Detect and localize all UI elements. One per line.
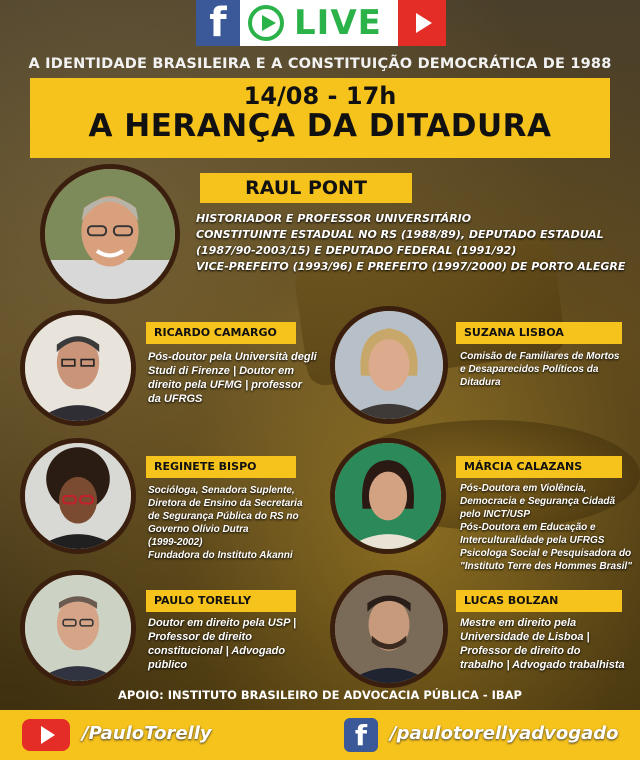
facebook-handle-link[interactable]: /paulotorellyadvogado	[390, 723, 619, 744]
avatar-raul-pont	[40, 164, 180, 304]
avatar-suzana-lisboa	[330, 306, 448, 424]
sponsor-text: APOIO: INSTITUTO BRASILEIRO DE ADVOCACIA PÚBLICA - IBAP	[118, 688, 522, 702]
event-title: A HERANÇA DA DITADURA	[88, 108, 552, 144]
featured-bio-line: CONSTITUINTE ESTADUAL NO RS (1988/89), DEPUTADO ESTADUAL	[196, 228, 604, 241]
event-date: 14/08 - 17h	[243, 82, 397, 110]
featured-speaker-name: RAUL PONT	[200, 173, 412, 203]
bio-line: Psicologa Social e Pesquisadora do	[460, 548, 632, 559]
youtube-icon[interactable]	[22, 719, 70, 751]
avatar-marcia-calazans	[330, 438, 446, 554]
bio-line: constitucional | Advogado	[148, 645, 286, 657]
bio-line: Doutor em direito pela USP |	[148, 617, 297, 629]
footer	[0, 710, 640, 760]
speaker-name-paulo-torelly: PAULO TORELLY	[146, 590, 296, 612]
bio-line: Diretora de Ensino da Secretaria	[148, 498, 303, 509]
bio-line: direito pela UFMG | professor	[148, 379, 303, 391]
bio-line: (1999-2002)	[148, 537, 203, 548]
speaker-name-marcia-calazans: MÁRCIA CALAZANS	[456, 456, 622, 478]
facebook-icon: f	[196, 0, 240, 46]
speaker-bio-reginete-bispo	[148, 484, 328, 562]
speaker-name-lucas-bolzan: LUCAS BOLZAN	[456, 590, 622, 612]
avatar-ricardo-camargo	[20, 310, 136, 426]
play-icon	[248, 5, 284, 41]
bio-line: Studi di Firenze | Doutor em	[148, 365, 295, 377]
bio-line: Interculturalidade pela UFRGS	[460, 535, 605, 546]
featured-bio-line: (1987/90-2003/15) E DEPUTADO FEDERAL (1991/92)	[196, 244, 517, 257]
bio-line: "Instituto Terre des Hommes Brasil"	[460, 561, 632, 572]
bio-line: de Segurança Pública do RS no	[148, 511, 299, 522]
live-banner	[196, 0, 446, 46]
avatar-paulo-torelly	[20, 570, 136, 686]
bio-line: pelo INCT/USP	[460, 509, 531, 520]
featured-bio-line: VICE-PREFEITO (1993/96) E PREFEITO (1997/2000) DE PORTO ALEGRE	[196, 260, 626, 273]
event-subtitle: A IDENTIDADE BRASILEIRA E A CONSTITUIÇÃO DEMOCRÁTICA DE 1988	[28, 56, 612, 72]
bio-line: Universidade de Lisboa |	[460, 631, 590, 643]
bio-line: Pós-Doutora em Violência,	[460, 483, 587, 494]
bio-line: Fundadora do Instituto Akanni	[148, 550, 293, 561]
bio-line: Ditadura	[460, 377, 501, 388]
speaker-name-reginete-bispo: REGINETE BISPO	[146, 456, 296, 478]
youtube-handle-link[interactable]: /PauloTorelly	[82, 723, 212, 744]
speaker-bio-ricardo-camargo	[148, 350, 328, 406]
speaker-bio-paulo-torelly	[148, 616, 328, 672]
bio-line: Professor de direito do	[460, 645, 581, 657]
bio-line: Democracia e Segurança Cidadã	[460, 496, 616, 507]
featured-bio-line: HISTORIADOR E PROFESSOR UNIVERSITÁRIO	[196, 212, 472, 225]
bio-line: e Desaparecidos Políticos da	[460, 364, 599, 375]
bio-line: Mestre em direito pela	[460, 617, 577, 629]
bio-line: da UFRGS	[148, 393, 203, 405]
speaker-bio-marcia-calazans	[460, 482, 638, 573]
youtube-icon	[398, 0, 446, 46]
bio-line: Pós-doutor pela Università degli	[148, 351, 317, 363]
bio-line: Professor de direito	[148, 631, 252, 643]
bio-line: Pós-Doutora em Educação e	[460, 522, 596, 533]
bio-line: Comisão de Familiares de Mortos	[460, 351, 620, 362]
avatar-lucas-bolzan	[330, 570, 448, 688]
bio-line: público	[148, 659, 188, 671]
title-box	[30, 78, 610, 158]
facebook-icon[interactable]: f	[344, 718, 378, 752]
speaker-bio-lucas-bolzan	[460, 616, 636, 672]
speaker-bio-suzana-lisboa	[460, 350, 630, 389]
bio-line: trabalho | Advogado trabalhista	[460, 659, 625, 671]
speaker-name-ricardo-camargo: RICARDO CAMARGO	[146, 322, 296, 344]
bio-line: Socióloga, Senadora Suplente,	[148, 485, 295, 496]
bio-line: Governo Olívio Dutra	[148, 524, 249, 535]
live-label: LIVE	[294, 3, 382, 43]
featured-speaker-bio	[196, 211, 626, 275]
avatar-reginete-bispo	[20, 438, 136, 554]
speaker-name-suzana-lisboa: SUZANA LISBOA	[456, 322, 622, 344]
